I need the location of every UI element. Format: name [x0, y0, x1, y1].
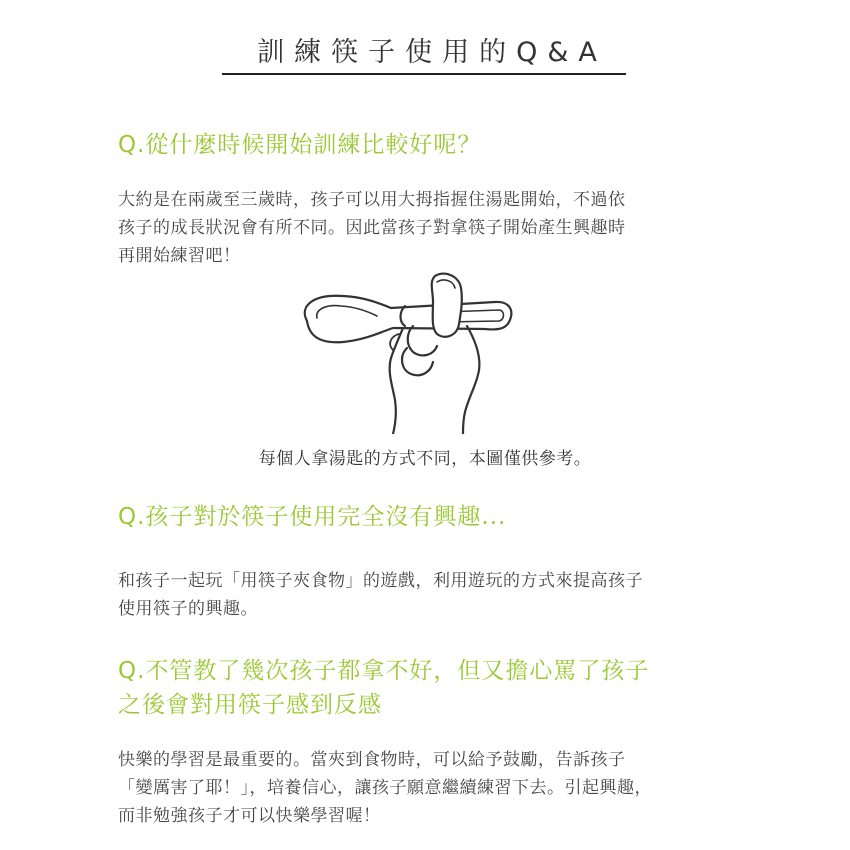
title-underline: [222, 73, 626, 75]
answer-2-line: 使用筷子的興趣。: [118, 599, 258, 619]
answer-1-line: 再開始練習吧！: [118, 246, 241, 266]
question-1: Q.從什麼時候開始訓練比較好呢？: [118, 132, 482, 158]
answer-1-line: 大約是在兩歲至三歲時，孩子可以用大拇指握住湯匙開始，不過依: [118, 190, 626, 210]
answer-3: [118, 746, 652, 830]
question-3-line: Q.不管教了幾次孩子都拿不好，但又擔心罵了孩子: [118, 658, 650, 684]
answer-3-line: 而非勉強孩子才可以快樂學習喔！: [118, 806, 381, 826]
answer-3-line: 快樂的學習是最重要的。當夾到食物時，可以給予鼓勵，告訴孩子: [118, 750, 626, 770]
hand-holding-spoon-icon: [295, 266, 517, 434]
answer-1-line: 孩子的成長狀況會有所不同。因此當孩子對拿筷子開始產生興趣時: [118, 218, 626, 238]
question-3: [118, 654, 649, 722]
page-title: 訓練筷子使用的Q&A: [257, 37, 607, 68]
answer-2-line: 和孩子一起玩「用筷子夾食物」的遊戲，利用遊玩的方式來提高孩子: [118, 571, 643, 591]
answer-2: [118, 567, 643, 623]
question-2: Q.孩子對於筷子使用完全沒有興趣...: [118, 504, 507, 530]
illustration-caption: 每個人拿湯匙的方式不同，本圖僅供參考。: [258, 449, 592, 469]
question-3-line: 之後會對用筷子感到反感: [118, 692, 382, 718]
answer-1: [118, 186, 626, 270]
answer-3-line: 「變厲害了耶！」，培養信心，讓孩子願意繼續練習下去。引起興趣，: [118, 778, 652, 798]
